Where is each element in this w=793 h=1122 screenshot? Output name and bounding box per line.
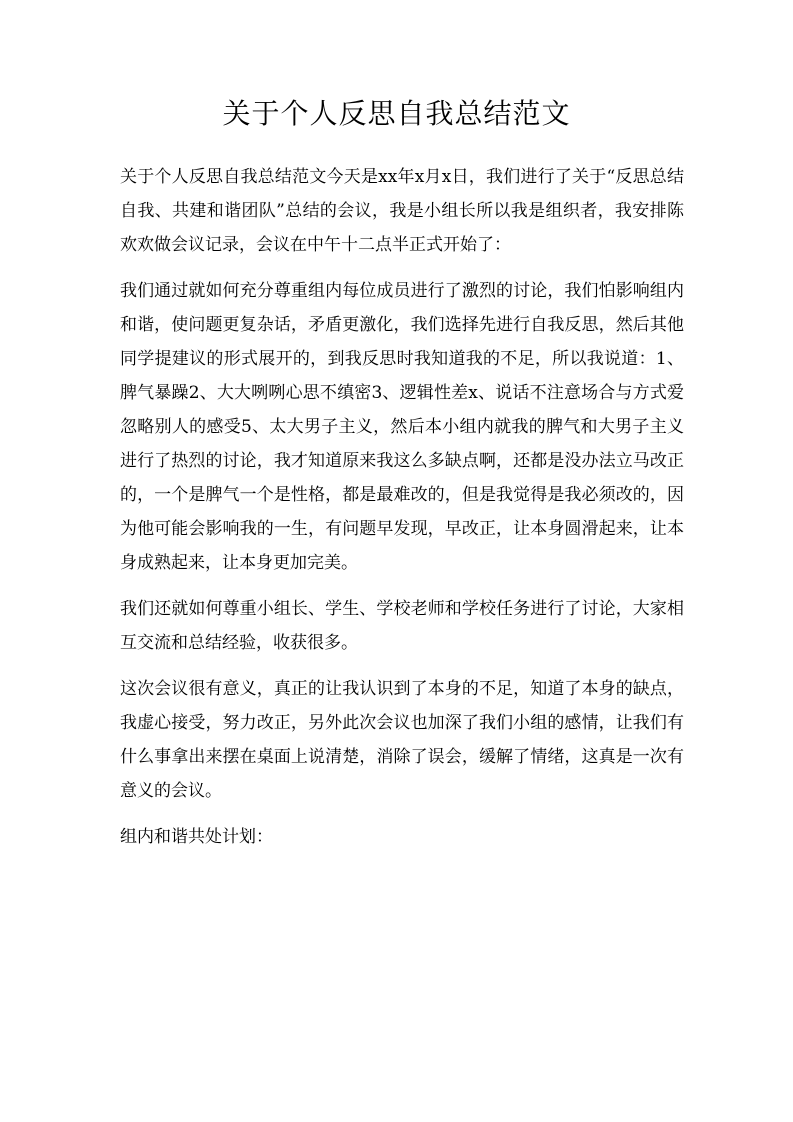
paragraph-harmony-plan-heading: 组内和谐共处计划： — [120, 827, 273, 847]
paragraph-meeting-significance: 这次会议很有意义，真正的让我认识到了本身的不足，知道了本身的缺点，我虚心接受，努力改正，另外此次会议也加深了我们小组的感情，让我们有什么事拿出来摆在桌面上说清楚，消除了误会，缓解了情绪，这真是一次有意义的会议。 — [120, 679, 684, 801]
document-body — [120, 160, 684, 866]
paragraph-respect-discussion: 我们还就如何尊重小组长、学生、学校老师和学校任务进行了讨论，大家相互交流和总结经验，收获很多。 — [120, 599, 684, 653]
document-title: 关于个人反思自我总结范文 — [222, 97, 571, 130]
paragraph-self-reflection: 我们通过就如何充分尊重组内每位成员进行了激烈的讨论，我们怕影响组内和谐，使问题更复杂话，矛盾更激化，我们选择先进行自我反思，然后其他同学提建议的形式展开的，到我反思时我知道我的不足，所以我说道：1、脾气暴躁2、大大咧咧心思不缜密3、逻辑性差x、说话不注意场合与方式爱忽略别人的感受5、太大男子主义，然后本小组内就我的脾气和大男子主义进行了热烈的讨论，我才知道原来我这么多缺点啊，还都是没办法立马改正的，一个是脾气一个是性格，都是最难改的，但是我觉得是我必须改的，因为他可能会影响我的一生，有问题早发现，早改正，让本身圆滑起来，让本身成熟起来，让本身更加完美。 — [120, 281, 684, 573]
paragraph-intro: 关于个人反思自我总结范文今天是xx年x月x日，我们进行了关于“反思总结自我、共建和谐团队”总结的会议，我是小组长所以我是组织者，我安排陈欢欢做会议记录，会议在中午十二点半正式开始了： — [120, 167, 684, 255]
